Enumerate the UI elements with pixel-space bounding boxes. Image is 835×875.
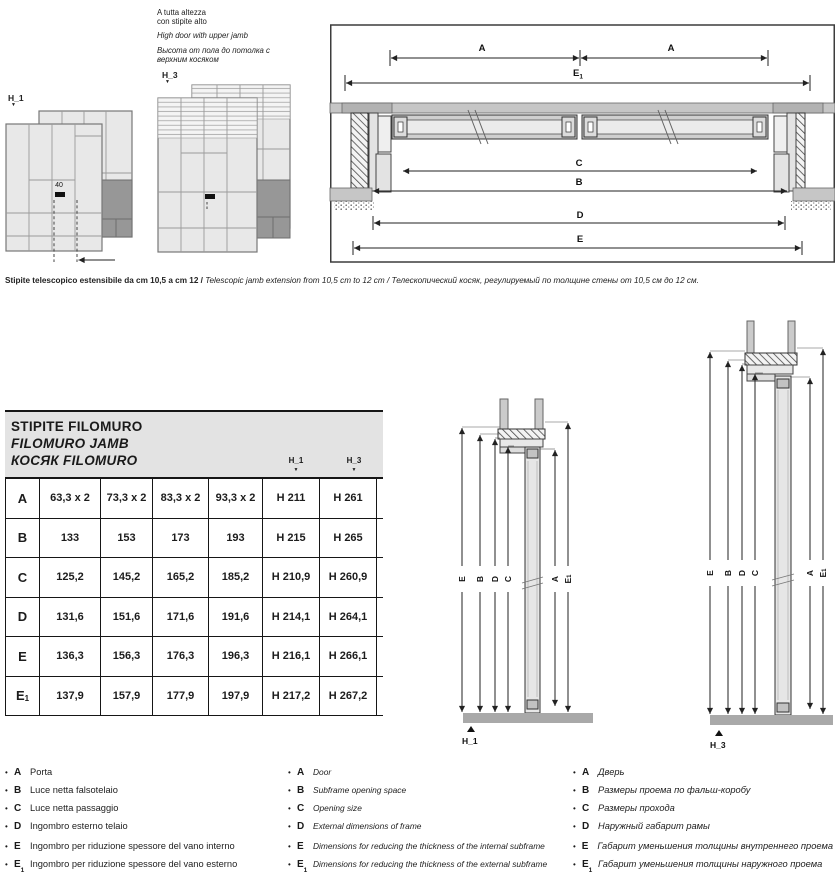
dim-c-label: C [503, 575, 513, 583]
dim-a [390, 43, 768, 66]
header-hatch [498, 429, 545, 439]
legend-item: • C Размеры прохода [573, 802, 675, 814]
dim-e1 [345, 68, 810, 91]
table-cell: 151,6 [101, 598, 153, 637]
dim-b [373, 177, 787, 191]
upper-jamb-profile [500, 439, 543, 447]
elevation-h3-drawing [155, 83, 310, 258]
drawing-border [331, 25, 835, 262]
plaster-stipple-left [334, 201, 374, 210]
table-row [5, 479, 383, 519]
table-title-ru: КОСЯК FILOMURO [11, 453, 138, 468]
section-h3-label: H_3 [710, 740, 726, 750]
dim-e-label: E [576, 234, 584, 245]
table-row [5, 519, 383, 559]
row-label: E [6, 637, 40, 676]
caption [5, 276, 835, 285]
legend-item: • $E_1$ Габарит уменьшения толщины наружного проема [573, 858, 823, 874]
up-arrow-icon [715, 730, 723, 736]
wall-bottom-band-right [793, 188, 835, 201]
wall-stud [747, 321, 754, 353]
table-cell: 171,6 [153, 598, 209, 637]
door-panel-1 [392, 110, 577, 144]
legend-item: • E Dimensions for reducing the thickness of the internal subframe [288, 840, 545, 852]
table-cell: 83,3 x 2 [153, 479, 209, 518]
dim-d [373, 210, 785, 230]
door-panel [522, 447, 543, 713]
legend-item: • B Subframe opening space [288, 784, 407, 796]
table-title-en: FILOMURO JAMB [11, 436, 129, 451]
panel-top-hardware [777, 379, 789, 388]
table-cell: 193 [209, 519, 263, 558]
overlap-dimension: 40 [55, 182, 63, 189]
table-cell: H 261 [320, 479, 377, 518]
caption-ru: Телескопический косяк, регулируемый по толщине стены от 10,5 см до 12 см. [391, 276, 699, 285]
floor-bar [463, 713, 593, 723]
table-cell: 197,9 [209, 677, 263, 716]
table-row [5, 677, 383, 717]
table-cell: 157,9 [101, 677, 153, 716]
legend-item: • D Ingombro esterno telaio [5, 820, 128, 832]
pocket-dark-block [100, 180, 132, 237]
section-h1-label: H_1 [462, 736, 478, 746]
row-label: D [6, 598, 40, 637]
dim-e1-label: $E_1$ [563, 574, 573, 584]
dim-a-label: A [550, 575, 560, 583]
table-cell: 125,2 [40, 558, 101, 597]
dim-a-label: A [805, 569, 815, 577]
up-arrow-icon [467, 726, 475, 732]
legend-item: • C Opening size [288, 802, 362, 814]
table-cell: 137,9 [40, 677, 101, 716]
note-it-line1: A tutta altezza [157, 8, 206, 17]
table-row [5, 558, 383, 598]
legend-item: • $E_1$ Dimensions for reducing the thickness of the external subframe [288, 858, 548, 874]
dim-b-label: B [475, 575, 485, 583]
panel-top-hardware [527, 449, 538, 458]
plaster-stipple-right [791, 201, 831, 210]
table-cell: H 260,9 [320, 558, 377, 597]
dim-e-label: E [457, 576, 467, 582]
top-note [157, 8, 317, 64]
table-cell: 176,3 [153, 637, 209, 676]
floor-bar [710, 715, 833, 725]
table-title-it: STIPITE FILOMURO [11, 419, 143, 434]
door-panel-2 [582, 110, 768, 144]
row-label: B [6, 519, 40, 558]
table-cell: 165,2 [153, 558, 209, 597]
table-cell: H 211 [263, 479, 320, 518]
table-cell: H 267,2 [320, 677, 377, 716]
table-cell: H 216,1 [263, 637, 320, 676]
legend-item: • D External dimensions of frame [288, 820, 422, 832]
down-arrow-icon: ▼ [351, 467, 357, 473]
dimensions-table [5, 410, 383, 716]
table-cell: 73,3 x 2 [101, 479, 153, 518]
row-label: E 1 [6, 677, 40, 716]
table-cell: 173 [153, 519, 209, 558]
dim-e1-label: $E_1$ [573, 68, 583, 81]
table-cell: 131,6 [40, 598, 101, 637]
plan-section-drawing [330, 20, 835, 263]
dim-d-label: D [737, 569, 747, 577]
legend-item: • A Дверь [573, 767, 625, 778]
dim-c [403, 158, 757, 171]
jamb-profile-left [369, 113, 391, 192]
caption-it: Stipite telescopico estensibile da cm 10,5 a cm 12 / [5, 276, 206, 285]
table-cell: 63,3 x 2 [40, 479, 101, 518]
table-cell: 177,9 [153, 677, 209, 716]
dimension-lines [705, 348, 828, 714]
pocket-dark-block [255, 180, 290, 238]
dim-d-label: D [576, 210, 584, 221]
dim-e1-label: $E_1$ [818, 568, 828, 578]
elevation-h1-drawing [2, 102, 152, 270]
elevation-h1-label: H_1 [8, 93, 24, 103]
dim-a-left-label: A [478, 43, 486, 54]
row-label: C [6, 558, 40, 597]
row-label: A [6, 479, 40, 518]
column-header-h1: H_1 [288, 456, 304, 465]
note-ru-line1: Высота от пола до потолка с [157, 45, 270, 55]
door-panel [772, 376, 794, 715]
panel-bottom-hardware [777, 703, 789, 712]
table-cell: 93,3 x 2 [209, 479, 263, 518]
table-cell: 145,2 [101, 558, 153, 597]
upper-jamb-profile [747, 365, 793, 374]
note-ru-line2: верхним косяком [157, 54, 219, 64]
legend-item: • C Luce netta passaggio [5, 802, 119, 814]
note-it-line2: con stipite alto [157, 17, 207, 27]
table-cell: 153 [101, 519, 153, 558]
dim-c-label: C [750, 569, 760, 577]
vertical-section-h1 [450, 335, 600, 747]
door-handle [55, 192, 65, 197]
table-cell: 185,2 [209, 558, 263, 597]
note-en: High door with upper jamb [157, 31, 249, 41]
dim-b-label: B [723, 569, 733, 577]
table-cell: H 214,1 [263, 598, 320, 637]
vertical-section-h3 [695, 318, 835, 752]
dim-d-label: D [490, 575, 500, 583]
upper-jamb-hatch [158, 98, 257, 138]
door-panel-front [6, 124, 102, 251]
wall-stud [500, 399, 508, 429]
table-cell: H 266,1 [320, 637, 377, 676]
elevation-h3-label: H_3 [162, 70, 178, 80]
dim-a-right-label: A [667, 43, 675, 54]
table-cell: H 265 [320, 519, 377, 558]
table-row [5, 637, 383, 677]
table-cell: 136,3 [40, 637, 101, 676]
legend-item: • A Door [288, 767, 332, 778]
table-row [5, 598, 383, 638]
wall-bottom-band-left [330, 188, 372, 201]
dim-e [353, 234, 802, 255]
legend-item: • A Porta [5, 767, 53, 778]
caption-en: Telescopic jamb extension from 10,5 cm to 12 cm / [205, 276, 392, 285]
table-cell: 133 [40, 519, 101, 558]
door-handle [205, 194, 215, 199]
wall-stud [535, 399, 543, 429]
legend-item: • B Luce netta falsotelaio [5, 784, 118, 796]
legend-item: • B Размеры проема по фальш-коробу [573, 784, 751, 796]
table-cell: 156,3 [101, 637, 153, 676]
table-cell: H 217,2 [263, 677, 320, 716]
dim-b-label: B [575, 177, 583, 188]
wall-stud-hatch-left [351, 113, 368, 188]
header-hatch [745, 353, 797, 365]
table-cell: H 264,1 [320, 598, 377, 637]
down-arrow-icon: ▼ [293, 467, 299, 473]
track-profile-left [342, 103, 392, 113]
wall-top-band [330, 103, 835, 113]
legend-item: • E Ingombro per riduzione spessore del vano interno [5, 840, 235, 852]
table-cell: H 215 [263, 519, 320, 558]
table-cell: 196,3 [209, 637, 263, 676]
wall-stud [788, 321, 795, 353]
down-arrow-icon: ▼ [11, 102, 16, 108]
down-arrow-icon: ▼ [165, 79, 170, 85]
jamb-step [500, 447, 526, 453]
table-cell: H 210,9 [263, 558, 320, 597]
legend-item: • D Наружный габарит рамы [573, 820, 710, 832]
table-cell: 191,6 [209, 598, 263, 637]
column-header-h3: H_3 [346, 456, 362, 465]
legend-item: • E Габарит уменьшения толщины внутреннего проема [573, 840, 833, 852]
jamb-step [747, 374, 775, 381]
dimension-lines [457, 422, 573, 712]
panel-bottom-hardware [527, 700, 538, 709]
dim-e-label: E [705, 570, 715, 576]
table-header [5, 412, 383, 479]
door-panel-front [158, 98, 257, 252]
jamb-profile-right [774, 113, 796, 192]
dim-c-label: C [575, 158, 583, 169]
legend-item: • $E_1$ Ingombro per riduzione spessore del vano esterno [5, 858, 238, 874]
track-profile-right [773, 103, 823, 113]
